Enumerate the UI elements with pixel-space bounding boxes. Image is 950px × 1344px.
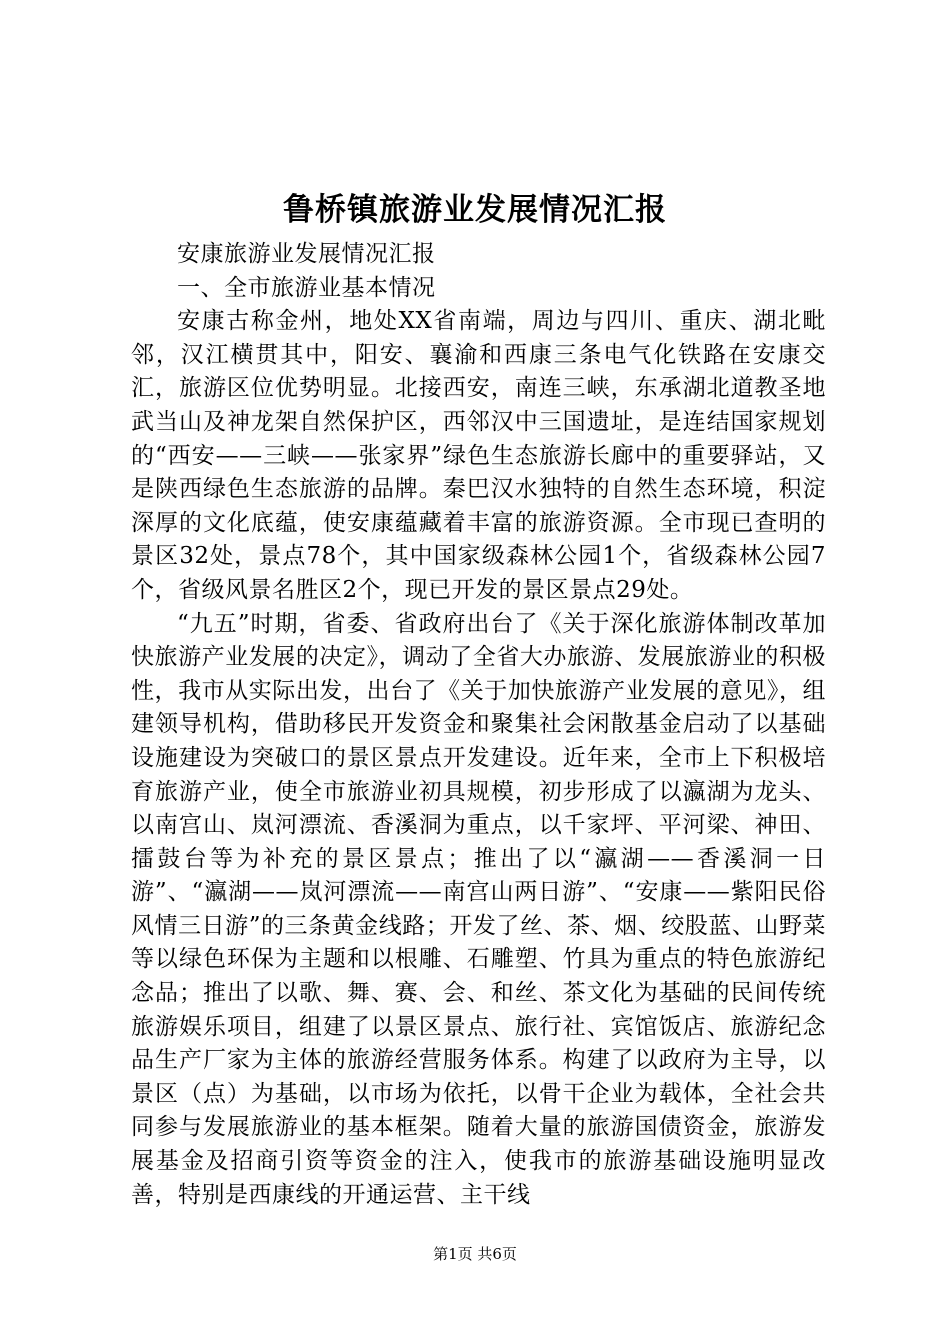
paragraph-development: “九五”时期，省委、省政府出台了《关于深化旅游体制改革加快旅游产业发展的决定》，调动了全省大办旅游、发展旅游业的积极性，我市从实际出发，出台了《关于加快旅游产业发展的意见》，组建领导机构，借助移民开发资金和聚集社会闲散基金启动了以基础设施建设为突破口的景区景点开发建设。近年来，全市上下积极培育旅游产业，使全市旅游业初具规模，初步形成了以瀛湖为龙头、以南宫山、岚河漂流、香溪洞为重点，以千家坪、平河梁、神田、擂鼓台等为补充的景区景点；推出了以“瀛湖——香溪洞一日游”、“瀛湖——岚河漂流——南宫山两日游”、“安康——紫阳民俗风情三日游”的三条黄金线路；开发了丝、茶、烟、绞股蓝、山野菜等以绿色环保为主题和以根雕、石雕塑、竹具为重点的特色旅游纪念品；推出了以歌、舞、赛、会、和丝、茶文化为基础的民间传统旅游娱乐项目，组建了以景区景点、旅行社、宾馆饭店、旅游纪念品生产厂家为主体的旅游经营服务体系。构建了以政府为主导，以景区（点）为基础，以市场为依托，以骨干企业为载体，全社会共同参与发展旅游业的基本框架。随着大量的旅游国债资金，旅游发展基金及招商引资等资金的注入，使我市的旅游基础设施明显改善，特别是西康线的开通运营、主干线 <box>131 610 826 1208</box>
document-body <box>131 238 826 1212</box>
page-footer: 第1页 共6页 <box>433 1245 517 1263</box>
paragraph-section-heading: 一、全市旅游业基本情况 <box>177 274 436 301</box>
paragraph-subtitle: 安康旅游业发展情况汇报 <box>177 241 436 267</box>
paragraph-overview: 安康古称金州，地处XX省南端，周边与四川、重庆、湖北毗邻，汉江横贯其中，阳安、襄渝和西康三条电气化铁路在安康交汇，旅游区位优势明显。北接西安，南连三峡，东承湖北道教圣地武当山及神龙架自然保护区，西邻汉中三国遗址，是连结国家规划的“西安——三峡——张家界”绿色生态旅游长廊中的重要驿站，又是陕西绿色生态旅游的品牌。秦巴汉水独特的自然生态环境，积淀深厚的文化底蕴，使安康蕴藏着丰富的旅游资源。全市现已查明的景区32处，景点78个，其中国家级森林公园1个，省级森林公园7个，省级风景名胜区2个，现已开发的景区景点29处。 <box>131 308 826 603</box>
document-title: 鲁桥镇旅游业发展情况汇报 <box>283 192 667 228</box>
